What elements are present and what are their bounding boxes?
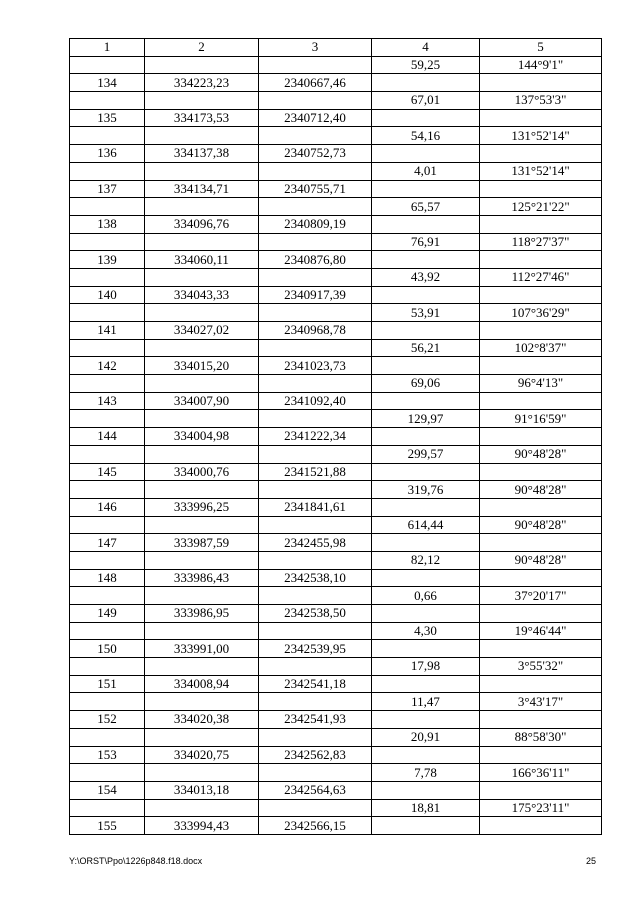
distance-cell: 82,12 [372, 551, 480, 569]
distance-cell: 17,98 [372, 658, 480, 676]
header-col-4: 4 [372, 39, 480, 57]
bearing-cell [480, 605, 602, 623]
y-coordinate-cell: 2340752,73 [259, 145, 372, 163]
distance-cell [372, 145, 480, 163]
distance-cell: 69,06 [372, 375, 480, 393]
y-coordinate-cell [259, 764, 372, 782]
distance-cell [372, 640, 480, 658]
table-row [70, 162, 602, 180]
bearing-cell [480, 286, 602, 304]
y-coordinate-cell: 2341222,34 [259, 428, 372, 446]
bearing-cell: 131°52'14" [480, 127, 602, 145]
point-number-cell: 137 [70, 180, 145, 198]
y-coordinate-cell: 2341521,88 [259, 463, 372, 481]
bearing-cell: 102°8'37" [480, 339, 602, 357]
bearing-cell: 90°48'28" [480, 481, 602, 499]
table-row [70, 233, 602, 251]
table-row [70, 322, 602, 340]
distance-cell: 7,78 [372, 764, 480, 782]
point-number-cell: 136 [70, 145, 145, 163]
y-coordinate-cell: 2342539,95 [259, 640, 372, 658]
y-coordinate-cell [259, 268, 372, 286]
bearing-cell: 3°43'17" [480, 693, 602, 711]
x-coordinate-cell: 334134,71 [145, 180, 259, 198]
table-row [70, 92, 602, 110]
distance-cell: 299,57 [372, 445, 480, 463]
bearing-cell [480, 215, 602, 233]
point-number-cell: 155 [70, 817, 145, 835]
distance-cell [372, 817, 480, 835]
y-coordinate-cell [259, 410, 372, 428]
table-row [70, 145, 602, 163]
distance-cell [372, 286, 480, 304]
table-row [70, 569, 602, 587]
bearing-cell: 144°9'1" [480, 56, 602, 74]
x-coordinate-cell [145, 587, 259, 605]
x-coordinate-cell [145, 516, 259, 534]
x-coordinate-cell: 333986,95 [145, 605, 259, 623]
table-row [70, 481, 602, 499]
point-number-cell: 149 [70, 605, 145, 623]
y-coordinate-cell [259, 127, 372, 145]
table-row [70, 605, 602, 623]
x-coordinate-cell [145, 56, 259, 74]
bearing-cell: 118°27'37" [480, 233, 602, 251]
table-row [70, 587, 602, 605]
table-row [70, 304, 602, 322]
distance-cell [372, 569, 480, 587]
point-number-cell: 154 [70, 781, 145, 799]
point-number-cell [70, 481, 145, 499]
bearing-cell: 107°36'29" [480, 304, 602, 322]
y-coordinate-cell [259, 693, 372, 711]
table-row [70, 711, 602, 729]
x-coordinate-cell: 334137,38 [145, 145, 259, 163]
bearing-cell: 88°58'30" [480, 728, 602, 746]
point-number-cell [70, 693, 145, 711]
table-row [70, 658, 602, 676]
distance-cell [372, 675, 480, 693]
x-coordinate-cell [145, 728, 259, 746]
distance-cell [372, 605, 480, 623]
bearing-cell: 3°55'32" [480, 658, 602, 676]
x-coordinate-cell: 334043,33 [145, 286, 259, 304]
bearing-cell [480, 74, 602, 92]
y-coordinate-cell: 2341023,73 [259, 357, 372, 375]
point-number-cell [70, 410, 145, 428]
distance-cell: 0,66 [372, 587, 480, 605]
distance-cell: 59,25 [372, 56, 480, 74]
y-coordinate-cell: 2342538,10 [259, 569, 372, 587]
point-number-cell: 144 [70, 428, 145, 446]
bearing-cell: 90°48'28" [480, 445, 602, 463]
bearing-cell [480, 463, 602, 481]
distance-cell: 76,91 [372, 233, 480, 251]
bearing-cell [480, 534, 602, 552]
bearing-cell [480, 781, 602, 799]
y-coordinate-cell [259, 92, 372, 110]
distance-cell [372, 428, 480, 446]
distance-cell [372, 251, 480, 269]
point-number-cell [70, 551, 145, 569]
table-row [70, 534, 602, 552]
y-coordinate-cell [259, 445, 372, 463]
x-coordinate-cell [145, 304, 259, 322]
x-coordinate-cell [145, 198, 259, 216]
x-coordinate-cell: 333991,00 [145, 640, 259, 658]
distance-cell: 4,30 [372, 622, 480, 640]
bearing-cell: 137°53'3" [480, 92, 602, 110]
table-row [70, 268, 602, 286]
x-coordinate-cell [145, 764, 259, 782]
table-row [70, 728, 602, 746]
header-col-3: 3 [259, 39, 372, 57]
point-number-cell: 146 [70, 498, 145, 516]
distance-cell: 65,57 [372, 198, 480, 216]
x-coordinate-cell: 334096,76 [145, 215, 259, 233]
y-coordinate-cell: 2340667,46 [259, 74, 372, 92]
bearing-cell [480, 357, 602, 375]
table-row [70, 622, 602, 640]
y-coordinate-cell: 2342564,63 [259, 781, 372, 799]
x-coordinate-cell [145, 622, 259, 640]
point-number-cell [70, 304, 145, 322]
point-number-cell: 140 [70, 286, 145, 304]
y-coordinate-cell: 2342538,50 [259, 605, 372, 623]
point-number-cell [70, 198, 145, 216]
distance-cell [372, 74, 480, 92]
point-number-cell: 141 [70, 322, 145, 340]
table-row [70, 445, 602, 463]
bearing-cell: 91°16'59" [480, 410, 602, 428]
y-coordinate-cell [259, 516, 372, 534]
distance-cell [372, 392, 480, 410]
point-number-cell: 138 [70, 215, 145, 233]
coordinates-table [69, 38, 602, 835]
table-row [70, 799, 602, 817]
table-row [70, 764, 602, 782]
y-coordinate-cell: 2342562,83 [259, 746, 372, 764]
point-number-cell [70, 339, 145, 357]
distance-cell [372, 534, 480, 552]
distance-cell: 20,91 [372, 728, 480, 746]
table-row [70, 375, 602, 393]
x-coordinate-cell [145, 233, 259, 251]
y-coordinate-cell: 2340809,19 [259, 215, 372, 233]
table-row [70, 410, 602, 428]
x-coordinate-cell [145, 127, 259, 145]
distance-cell: 53,91 [372, 304, 480, 322]
point-number-cell [70, 764, 145, 782]
distance-cell: 43,92 [372, 268, 480, 286]
point-number-cell [70, 127, 145, 145]
table-row [70, 675, 602, 693]
table-row [70, 251, 602, 269]
bearing-cell [480, 428, 602, 446]
point-number-cell [70, 622, 145, 640]
y-coordinate-cell: 2340917,39 [259, 286, 372, 304]
y-coordinate-cell: 2340712,40 [259, 109, 372, 127]
table-row [70, 693, 602, 711]
bearing-cell [480, 711, 602, 729]
bearing-cell [480, 498, 602, 516]
x-coordinate-cell [145, 162, 259, 180]
point-number-cell [70, 233, 145, 251]
x-coordinate-cell: 334020,38 [145, 711, 259, 729]
distance-cell [372, 711, 480, 729]
bearing-cell: 19°46'44" [480, 622, 602, 640]
y-coordinate-cell [259, 162, 372, 180]
distance-cell [372, 109, 480, 127]
distance-cell [372, 357, 480, 375]
table-header-row [70, 39, 602, 57]
distance-cell: 54,16 [372, 127, 480, 145]
x-coordinate-cell: 334027,02 [145, 322, 259, 340]
x-coordinate-cell: 333994,43 [145, 817, 259, 835]
x-coordinate-cell: 334004,98 [145, 428, 259, 446]
y-coordinate-cell [259, 233, 372, 251]
y-coordinate-cell: 2340968,78 [259, 322, 372, 340]
bearing-cell: 96°4'13" [480, 375, 602, 393]
point-number-cell [70, 162, 145, 180]
bearing-cell [480, 251, 602, 269]
distance-cell [372, 498, 480, 516]
x-coordinate-cell: 334007,90 [145, 392, 259, 410]
bearing-cell: 37°20'17" [480, 587, 602, 605]
footer-page-number: 25 [585, 856, 596, 866]
table-row [70, 463, 602, 481]
point-number-cell: 135 [70, 109, 145, 127]
table-row [70, 56, 602, 74]
distance-cell: 129,97 [372, 410, 480, 428]
table-row [70, 357, 602, 375]
bearing-cell [480, 640, 602, 658]
point-number-cell [70, 268, 145, 286]
bearing-cell: 112°27'46" [480, 268, 602, 286]
x-coordinate-cell [145, 410, 259, 428]
x-coordinate-cell: 334173,53 [145, 109, 259, 127]
x-coordinate-cell [145, 481, 259, 499]
x-coordinate-cell: 334000,76 [145, 463, 259, 481]
distance-cell [372, 746, 480, 764]
bearing-cell [480, 817, 602, 835]
distance-cell: 18,81 [372, 799, 480, 817]
distance-cell: 56,21 [372, 339, 480, 357]
table-row [70, 198, 602, 216]
bearing-cell [480, 109, 602, 127]
table-row [70, 498, 602, 516]
y-coordinate-cell: 2342541,93 [259, 711, 372, 729]
table-row [70, 180, 602, 198]
y-coordinate-cell [259, 799, 372, 817]
table-row [70, 551, 602, 569]
bearing-cell: 166°36'11" [480, 764, 602, 782]
y-coordinate-cell: 2342455,98 [259, 534, 372, 552]
y-coordinate-cell [259, 304, 372, 322]
table-row [70, 286, 602, 304]
point-number-cell [70, 516, 145, 534]
x-coordinate-cell: 333996,25 [145, 498, 259, 516]
y-coordinate-cell: 2340755,71 [259, 180, 372, 198]
point-number-cell: 145 [70, 463, 145, 481]
distance-cell [372, 463, 480, 481]
bearing-cell: 125°21'22" [480, 198, 602, 216]
y-coordinate-cell [259, 587, 372, 605]
distance-cell [372, 180, 480, 198]
point-number-cell: 150 [70, 640, 145, 658]
table-row [70, 109, 602, 127]
table-row [70, 74, 602, 92]
x-coordinate-cell [145, 375, 259, 393]
x-coordinate-cell: 334223,23 [145, 74, 259, 92]
table-row [70, 339, 602, 357]
distance-cell [372, 215, 480, 233]
bearing-cell [480, 145, 602, 163]
bearing-cell: 131°52'14" [480, 162, 602, 180]
y-coordinate-cell [259, 658, 372, 676]
bearing-cell: 90°48'28" [480, 551, 602, 569]
x-coordinate-cell: 333987,59 [145, 534, 259, 552]
point-number-cell [70, 799, 145, 817]
point-number-cell [70, 375, 145, 393]
y-coordinate-cell [259, 375, 372, 393]
point-number-cell [70, 728, 145, 746]
x-coordinate-cell: 334013,18 [145, 781, 259, 799]
y-coordinate-cell [259, 551, 372, 569]
y-coordinate-cell: 2341092,40 [259, 392, 372, 410]
point-number-cell: 134 [70, 74, 145, 92]
bearing-cell [480, 675, 602, 693]
distance-cell: 319,76 [372, 481, 480, 499]
bearing-cell [480, 322, 602, 340]
header-col-2: 2 [145, 39, 259, 57]
x-coordinate-cell [145, 268, 259, 286]
x-coordinate-cell [145, 693, 259, 711]
bearing-cell: 175°23'11" [480, 799, 602, 817]
distance-cell: 67,01 [372, 92, 480, 110]
table-row [70, 516, 602, 534]
point-number-cell: 152 [70, 711, 145, 729]
point-number-cell: 151 [70, 675, 145, 693]
y-coordinate-cell [259, 198, 372, 216]
x-coordinate-cell [145, 658, 259, 676]
table-body [70, 56, 602, 834]
point-number-cell: 153 [70, 746, 145, 764]
x-coordinate-cell: 334060,11 [145, 251, 259, 269]
bearing-cell [480, 180, 602, 198]
x-coordinate-cell [145, 551, 259, 569]
x-coordinate-cell: 334008,94 [145, 675, 259, 693]
distance-cell [372, 781, 480, 799]
table-row [70, 127, 602, 145]
point-number-cell [70, 445, 145, 463]
point-number-cell [70, 56, 145, 74]
y-coordinate-cell [259, 481, 372, 499]
distance-cell: 11,47 [372, 693, 480, 711]
bearing-cell [480, 746, 602, 764]
x-coordinate-cell: 334020,75 [145, 746, 259, 764]
y-coordinate-cell: 2341841,61 [259, 498, 372, 516]
y-coordinate-cell [259, 56, 372, 74]
table-row [70, 392, 602, 410]
y-coordinate-cell: 2342566,15 [259, 817, 372, 835]
table-row [70, 817, 602, 835]
distance-cell: 4,01 [372, 162, 480, 180]
x-coordinate-cell: 334015,20 [145, 357, 259, 375]
table-row [70, 746, 602, 764]
y-coordinate-cell: 2340876,80 [259, 251, 372, 269]
table-row [70, 781, 602, 799]
y-coordinate-cell [259, 622, 372, 640]
table-row [70, 428, 602, 446]
x-coordinate-cell [145, 445, 259, 463]
header-col-5: 5 [480, 39, 602, 57]
y-coordinate-cell: 2342541,18 [259, 675, 372, 693]
distance-cell [372, 322, 480, 340]
bearing-cell: 90°48'28" [480, 516, 602, 534]
x-coordinate-cell [145, 799, 259, 817]
point-number-cell: 139 [70, 251, 145, 269]
x-coordinate-cell: 333986,43 [145, 569, 259, 587]
bearing-cell [480, 392, 602, 410]
footer-file-path: Y:\ORST\Ppo\1226p848.f18.docx [69, 856, 203, 866]
header-col-1: 1 [70, 39, 145, 57]
point-number-cell [70, 587, 145, 605]
table-row [70, 215, 602, 233]
point-number-cell: 143 [70, 392, 145, 410]
bearing-cell [480, 569, 602, 587]
point-number-cell: 142 [70, 357, 145, 375]
table-row [70, 640, 602, 658]
x-coordinate-cell [145, 339, 259, 357]
point-number-cell [70, 658, 145, 676]
point-number-cell: 148 [70, 569, 145, 587]
x-coordinate-cell [145, 92, 259, 110]
point-number-cell: 147 [70, 534, 145, 552]
point-number-cell [70, 92, 145, 110]
distance-cell: 614,44 [372, 516, 480, 534]
y-coordinate-cell [259, 339, 372, 357]
y-coordinate-cell [259, 728, 372, 746]
